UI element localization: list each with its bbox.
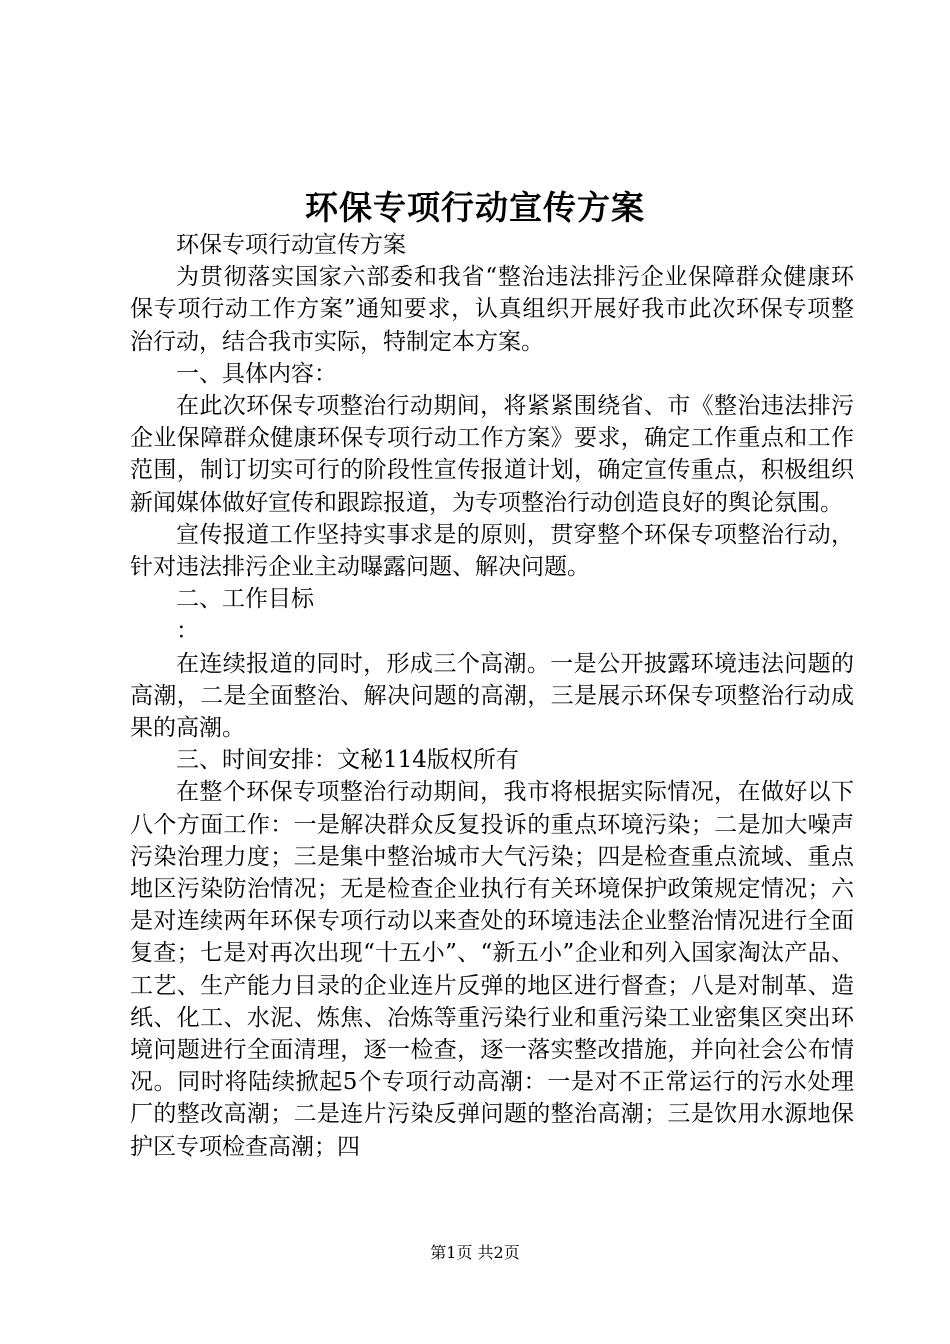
section-heading-goals-colon: ： <box>176 618 199 645</box>
paragraph-content: 在此次环保专项整治行动期间，将紧紧围绕省、市《整治违法排污企业保障群众健康环保专项行动工作方案》要求，确定工作重点和工作范围，制订切实可行的阶段性宣传报道计划，确定宣传重点，积极组织新闻媒体做好宣传和跟踪报道，为专项整治行动创造良好的舆论氛围。 <box>130 393 854 516</box>
paragraph-principle: 宣传报道工作坚持实事求是的原则，贯穿整个环保专项整治行动，针对违法排污企业主动曝露问题、解决问题。 <box>130 521 854 581</box>
section-heading-goals: 二、工作目标 <box>176 586 314 613</box>
document-body <box>130 229 854 1163</box>
section-heading-content: 一、具体内容： <box>176 360 337 387</box>
paragraph-goals: 在连续报道的同时，形成三个高潮。一是公开披露环境违法问题的高潮，二是全面整治、解决问题的高潮，三是展示环保专项整治行动成果的高潮。 <box>130 650 854 742</box>
section-heading-schedule: 三、时间安排：文秘114版权所有 <box>176 747 519 774</box>
paragraph-schedule: 在整个环保专项整治行动期间，我市将根据实际情况，在做好以下八个方面工作：一是解决群众反复投诉的重点环境污染；二是加大噪声污染治理力度；三是集中整治城市大气污染；四是检查重点流域、重点地区污染防治情况；无是检查企业执行有关环境保护政策规定情况；六是对连续两年环保专项行动以来查处的环境违法企业整治情况进行全面复查；七是对再次出现“十五小”、“新五小”企业和列入国家淘汰产品、工艺、生产能力目录的企业连片反弹的地区进行督查；八是对制革、造纸、化工、水泥、炼焦、冶炼等重污染行业和重污染工业密集区突出环境问题进行全面清理，逐一检查，逐一落实整改措施，并向社会公布情况。同时将陆续掀起5个专项行动高潮：一是对不正常运行的污水处理厂的整改高潮；二是连片污染反弹问题的整治高潮；三是饮用水源地保护区专项检查高潮；四 <box>130 779 854 1160</box>
paragraph-intro: 为贯彻落实国家六部委和我省“整治违法排污企业保障群众健康环保专项行动工作方案”通知要求，认真组织开展好我市此次环保专项整治行动，结合我市实际，特制定本方案。 <box>130 264 854 355</box>
page-footer: 第1页 共2页 <box>430 1243 520 1262</box>
document-title: 环保专项行动宣传方案 <box>305 188 645 227</box>
paragraph-subtitle: 环保专项行动宣传方案 <box>176 232 406 258</box>
